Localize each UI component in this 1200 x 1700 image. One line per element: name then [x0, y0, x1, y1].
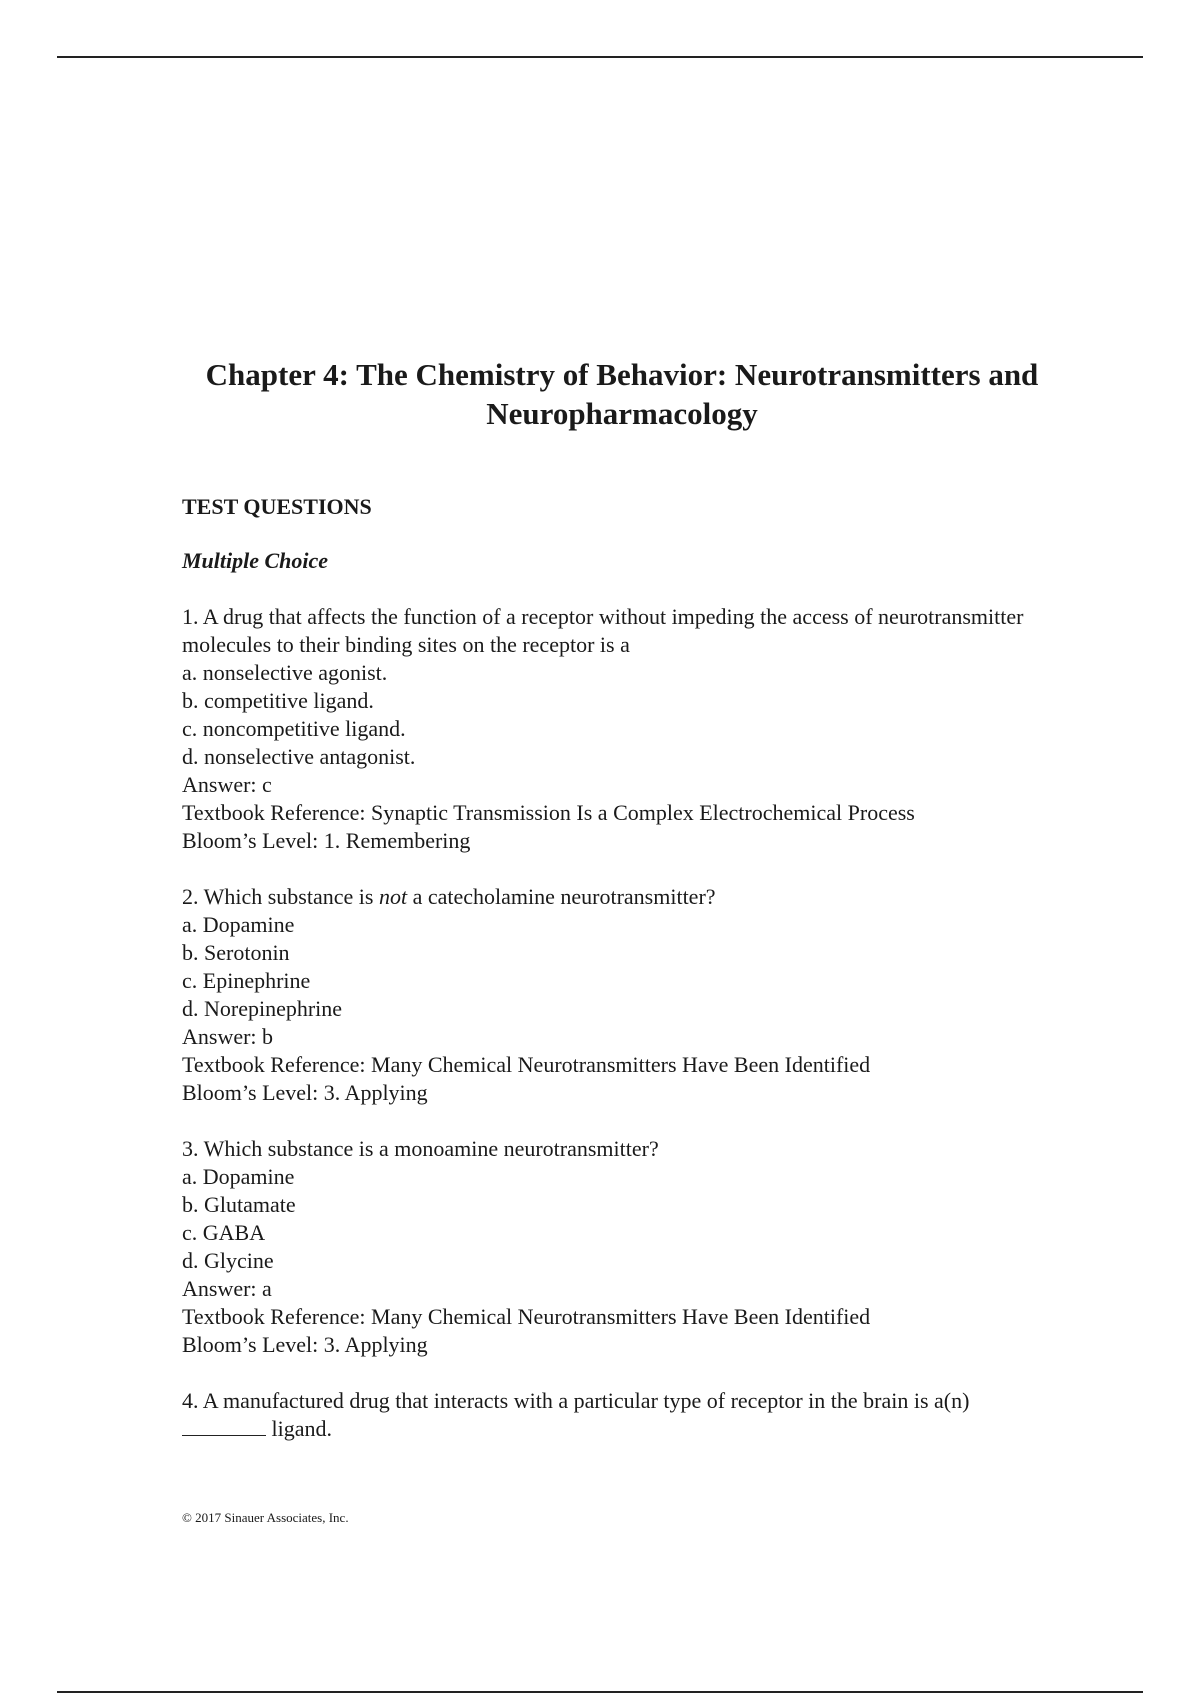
top-rule — [57, 56, 1143, 58]
option-b: b. Serotonin — [182, 940, 290, 965]
option-c: c. GABA — [182, 1220, 266, 1245]
document-body — [182, 355, 1062, 1471]
blooms-level: Bloom’s Level: 3. Applying — [182, 1080, 428, 1105]
subheading: Multiple Choice — [182, 548, 329, 573]
copyright-footer: © 2017 Sinauer Associates, Inc. — [182, 1510, 349, 1525]
question-stem: 1. A drug that affects the function of a receptor without impeding the access of neurotransmitter molecules to their binding sites on the receptor is a — [182, 604, 1024, 657]
question-4 — [182, 1387, 1062, 1443]
bottom-rule — [57, 1691, 1143, 1693]
section-heading: TEST QUESTIONS — [182, 494, 372, 519]
stem-tail: ligand. — [266, 1416, 332, 1441]
blooms-level: Bloom’s Level: 3. Applying — [182, 1332, 428, 1357]
chapter-title: Chapter 4: The Chemistry of Behavior: Neurotransmitters and Neuropharmacology — [205, 357, 1039, 431]
option-a: a. Dopamine — [182, 1164, 295, 1189]
question-1 — [182, 603, 1062, 855]
option-b: b. competitive ligand. — [182, 688, 374, 713]
blooms-level: Bloom’s Level: 1. Remembering — [182, 828, 471, 853]
question-stem-continuation — [182, 1415, 1062, 1443]
option-a: a. nonselective agonist. — [182, 660, 388, 685]
option-b: b. Glutamate — [182, 1192, 296, 1217]
option-d: d. Glycine — [182, 1248, 274, 1273]
fill-in-blank — [182, 1417, 266, 1436]
stem-text-before: 2. Which substance is — [182, 884, 379, 909]
question-stem: 4. A manufactured drug that interacts with a particular type of receptor in the brain is a(n) — [182, 1388, 970, 1413]
question-2 — [182, 883, 1062, 1107]
question-stem — [182, 883, 1062, 911]
answer: Answer: b — [182, 1024, 274, 1049]
answer: Answer: c — [182, 772, 272, 797]
option-c: c. noncompetitive ligand. — [182, 716, 406, 741]
option-c: c. Epinephrine — [182, 968, 311, 993]
textbook-reference: Textbook Reference: Many Chemical Neurotransmitters Have Been Identified — [182, 1052, 871, 1077]
question-stem: 3. Which substance is a monoamine neurotransmitter? — [182, 1136, 659, 1161]
textbook-reference: Textbook Reference: Synaptic Transmission Is a Complex Electrochemical Process — [182, 800, 915, 825]
textbook-reference: Textbook Reference: Many Chemical Neurotransmitters Have Been Identified — [182, 1304, 871, 1329]
option-d: d. Norepinephrine — [182, 996, 343, 1021]
option-d: d. nonselective antagonist. — [182, 744, 416, 769]
option-a: a. Dopamine — [182, 912, 295, 937]
stem-emphasis: not — [378, 884, 408, 909]
stem-text-after: a catecholamine neurotransmitter? — [407, 884, 716, 909]
question-list — [182, 603, 1062, 1443]
answer: Answer: a — [182, 1276, 272, 1301]
question-3 — [182, 1135, 1062, 1359]
